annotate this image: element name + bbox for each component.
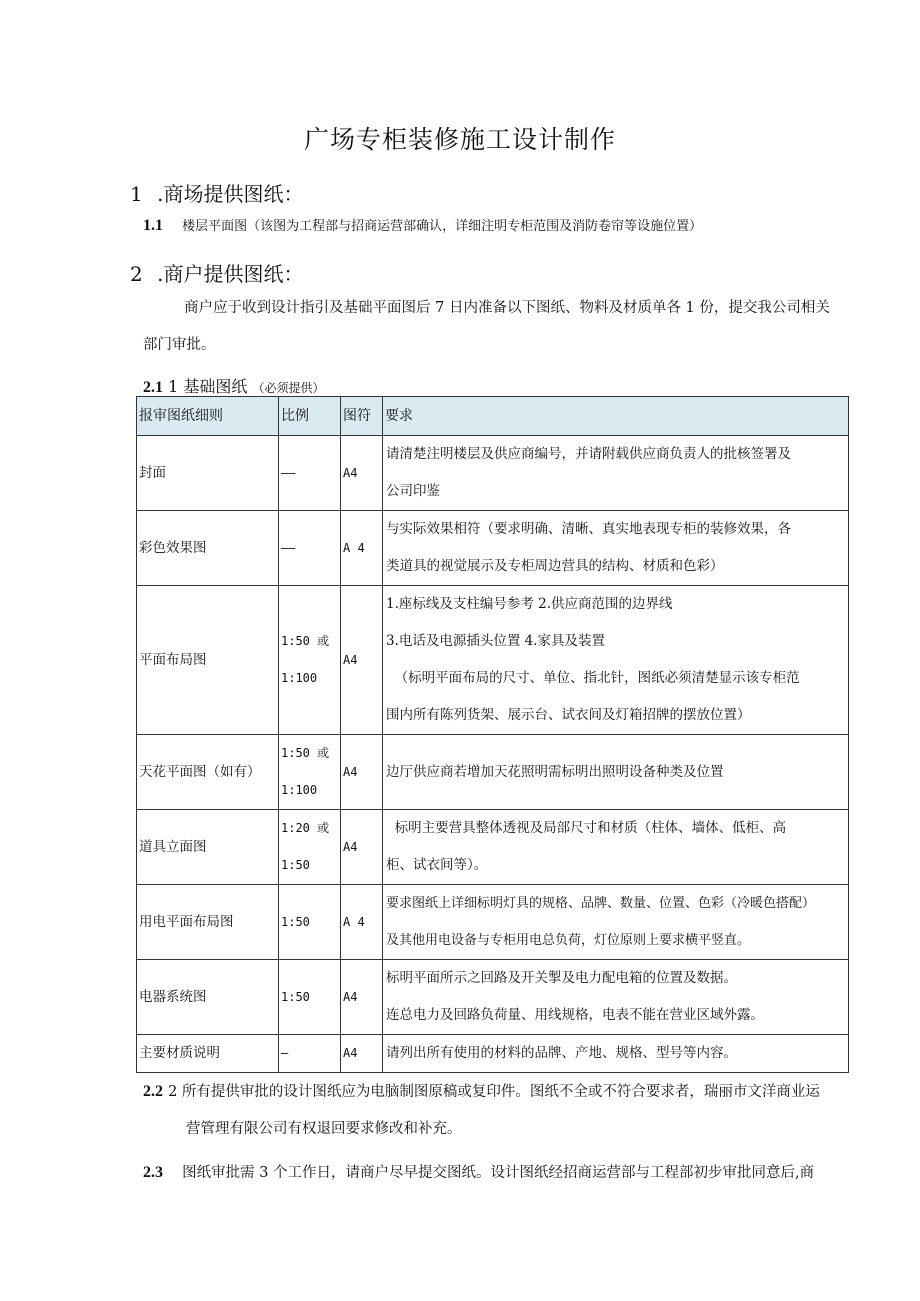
row-format: A4 [341,586,383,735]
row-scale: —— [279,436,341,511]
row-scale [279,586,341,735]
row-format: A4 [341,810,383,885]
item-2-3-text: 图纸审批需 3 个工作日，请商户尽早提交图纸。设计图纸经招商运营部与工程部初步审批同意后,商 [182,1165,815,1181]
row-requirement [383,436,849,511]
row-name: 平面布局图 [137,586,279,735]
section-1-heading [130,178,303,207]
scale-line: 1:50 或 [281,746,330,760]
row-scale: 1:50 [279,960,341,1035]
item-2-3-number: 2.3 [143,1164,163,1181]
scale-line: 1:20 或 [281,821,330,835]
row-name: 封面 [137,436,279,511]
item-1-1-number: 1.1 [143,217,163,234]
scale-line: 1:50 或 [281,634,330,648]
row-requirement [383,586,849,735]
table-row [137,511,849,586]
item-1-1 [143,215,702,235]
row-requirement [383,810,849,885]
row-scale [279,810,341,885]
row-name: 用电平面布局图 [137,885,279,960]
table-row [137,436,849,511]
requirement-line: 标明平面所示之回路及开关掣及电力配电箱的位置及数据。 [386,970,737,986]
item-2-2-line-1 [143,1080,820,1101]
scale-line: 1:50 [281,858,310,872]
table-row [137,586,849,735]
page-title: 广场专柜装修施工设计制作 [303,125,616,154]
subsection-2-1-heading [143,374,324,397]
requirement-line: 及其他用电设备与专柜用电总负荷，灯位原则上要求横平竖直。 [386,933,751,948]
header-drawing-item: 报审图纸细则 [137,397,279,436]
requirement-line: 公司印鉴 [386,483,440,499]
section-1-title: .商场提供图纸： [157,182,304,206]
requirement-line: 边厅供应商若增加天花照明需标明出照明设备种类及位置 [386,763,724,780]
row-name: 彩色效果图 [137,511,279,586]
requirement-line: 1.座标线及支柱编号参考 2.供应商范围的边界线 [386,596,673,612]
row-scale [279,735,341,810]
section-2-number: 2 [130,262,143,286]
table-row [137,885,849,960]
item-2-2-line-2: 营管理有限公司有权退回要求修改和补充。 [186,1121,462,1137]
subsection-2-1-title: 1 基础图纸 [168,377,248,396]
section-2-paragraph-line-2: 部门审批。 [143,337,216,353]
row-format: A 4 [341,885,383,960]
requirement-line: 请列出所有使用的材料的品牌、产地、规格、型号等内容。 [386,1045,737,1061]
subsection-2-1-note: （必须提供） [252,381,325,395]
row-format: A 4 [341,511,383,586]
row-requirement [383,1035,849,1073]
row-name: 电器系统图 [137,960,279,1035]
row-format: A4 [341,436,383,511]
table-row [137,735,849,810]
row-name: 道具立面图 [137,810,279,885]
header-scale: 比例 [279,397,341,436]
requirement-line: 请清楚注明楼层及供应商编号，并请附载供应商负责人的批核签署及 [386,446,791,462]
requirement-line: 3.电话及电源插头位置 4.家具及装置 [386,633,606,649]
row-scale: — [279,1035,341,1073]
row-requirement [383,885,849,960]
row-requirement [383,511,849,586]
table-row [137,810,849,885]
requirement-line: 围内所有陈列货架、展示台、试衣间及灯箱招牌的摆放位置） [386,707,751,723]
table-row [137,960,849,1035]
row-name: 主要材质说明 [137,1035,279,1073]
row-requirement [383,735,849,810]
section-2-title: .商户提供图纸： [157,262,304,286]
subsection-2-1-number: 2.1 [143,379,163,396]
requirement-line: 类道具的视觉展示及专柜周边营具的结构、材质和色彩） [386,558,724,574]
row-format: A4 [341,960,383,1035]
row-scale: 1:50 [279,885,341,960]
item-2-2-number: 2.2 [143,1083,163,1100]
table-row [137,1035,849,1073]
row-name: 天花平面图（如有） [137,735,279,810]
row-format: A4 [341,1035,383,1073]
item-2-3-line-1 [143,1161,814,1182]
row-requirement [383,960,849,1035]
header-requirement: 要求 [383,397,849,436]
scale-line: 1:100 [281,783,318,797]
section-1-number: 1 [130,182,143,206]
scale-line: 1:100 [281,671,318,685]
requirement-line: 要求图纸上详细标明灯具的规格、品牌、数量、位置、色彩（冷暖色搭配） [386,896,816,911]
row-scale: —— [279,511,341,586]
requirement-line: 标明主要营具整体透视及局部尺寸和材质（柱体、墙体、低柜、高 [386,820,787,836]
row-format: A4 [341,735,383,810]
section-2-heading [130,258,303,287]
requirement-line: 与实际效果相符（要求明确、清晰、真实地表现专柜的装修效果，各 [386,521,791,537]
table-header-row [137,397,849,436]
section-2-paragraph-line-1: 商户应于收到设计指引及基础平面图后 7 日内准备以下图纸、物料及材质单各 1 份，提交我公司相关 [184,300,830,316]
item-1-1-text: 楼层平面图（该图为工程部与招商运营部确认，详细注明专柜范围及消防卷帘等设施位置） [182,219,703,234]
requirement-line: 柜、试衣间等）。 [386,857,488,873]
drawing-requirements-table [136,396,849,1073]
requirement-line: 连总电力及回路负荷量、用线规格，电表不能在营业区域外露。 [386,1007,764,1023]
header-format: 图符 [341,397,383,436]
requirement-line: （标明平面布局的尺寸、单位、指北针，图纸必须清楚显示该专柜范 [386,670,800,686]
item-2-2-text: 2 所有提供审批的设计图纸应为电脑制图原稿或复印件。图纸不全或不符合要求者，瑞丽市文洋商业运 [168,1084,820,1100]
